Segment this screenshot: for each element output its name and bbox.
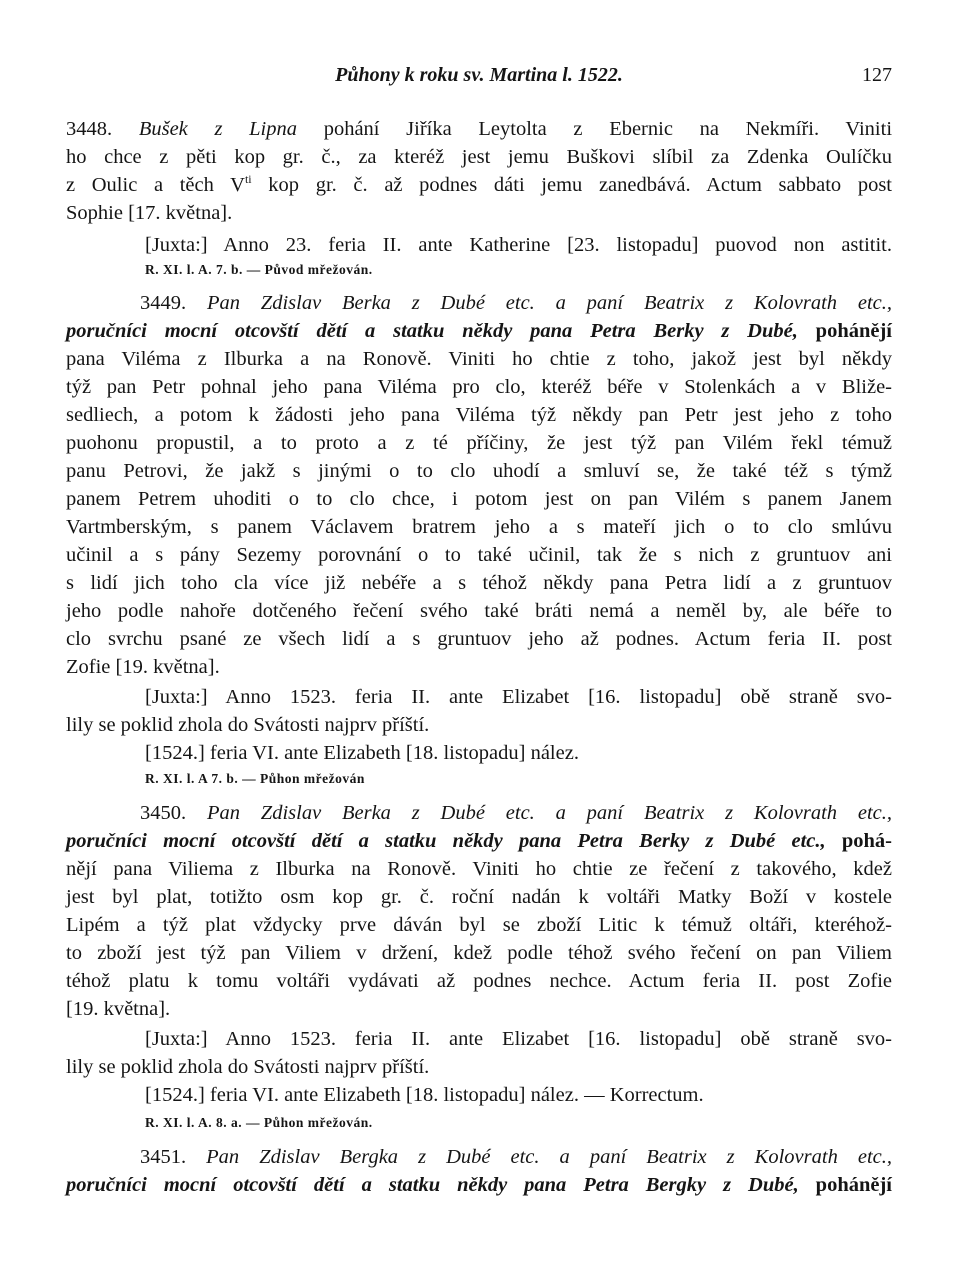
entry-3450-line-4: jest byl plat, totižto osm kop gr. č. roční nadán k voltáři Matky Boží v kostele — [66, 886, 892, 908]
entry-3448-reference: R. XI. l. A. 7. b. — Původ mřežován. — [145, 262, 373, 277]
entry-3449-note-2: lily se poklid zhola do Svátosti najprv příští. — [66, 714, 430, 736]
entry-3450-note-1: [Juxta:] Anno 1523. feria II. ante Elizabet [16. listopadu] obě straně svo- — [145, 1028, 892, 1050]
entry-3449-line-11: s lidí jich toho cla více již nebéře a s téhož někdy pana Petra lidí a z gruntuov — [66, 572, 892, 594]
entry-3450-line-8: [19. května]. — [66, 998, 171, 1020]
entry-3449-reference: R. XI. l. A 7. b. — Půhon mřežován — [145, 771, 365, 786]
entry-number: 3451. — [140, 1146, 187, 1168]
entry-3449-line-8: panem Petrem uhoditi o to clo chce, i potom jest on pan Vilém s panem Janem — [66, 488, 892, 510]
running-title: Půhony k roku sv. Martina l. 1522. — [335, 64, 623, 86]
entry-3449-line-1 — [140, 290, 892, 316]
entry-3448-line-4: Sophie [17. května]. — [66, 202, 233, 224]
entry-text: kop gr. č. až podnes dáti jemu zanedbává. Actum sabbato post — [268, 174, 892, 196]
entry-number: 3449. — [140, 292, 187, 314]
entry-3449-line-3: pana Viléma z Ilburka a na Ronově. Viniti ho chtie z toho, jakož jest byl někdy — [66, 348, 892, 370]
entry-number: 3450. — [140, 802, 187, 824]
entry-3448-line-2: ho chce z pěti kop gr. č., za kteréž jest jemu Buškovi slíbil za Zdenka Oulíčku — [66, 146, 892, 168]
entry-3451-line-2 — [66, 1172, 892, 1198]
entry-3449-note-1: [Juxta:] Anno 1523. feria II. ante Elizabet [16. listopadu] obě straně svo- — [145, 686, 892, 708]
entry-3450-line-2 — [66, 828, 892, 854]
entry-text: pohání Jiříka Leytolta z Ebernic na Nekmíři. Viniti — [323, 118, 893, 140]
entry-3450-reference: R. XI. l. A. 8. a. — Půhon mřežován. — [145, 1115, 373, 1130]
entry-3450-note-3: [1524.] feria VI. ante Elizabeth [18. listopadu] nález. — Korrectum. — [145, 1084, 704, 1106]
party-name: poručníci mocní otcovští dětí a statku někdy pana Petra Berky z Dubé etc., — [66, 830, 826, 852]
verb: pohánějí — [815, 1174, 892, 1196]
entry-3448-note: [Juxta:] Anno 23. feria II. ante Katherine [23. listopadu] puovod non astitit. — [145, 234, 892, 256]
party-name: Pan Zdislav Berka z Dubé etc. a paní Beatrix z Kolovrath etc., — [206, 802, 892, 824]
verb: pohánějí — [815, 320, 892, 342]
party-name: Bušek z Lipna — [138, 118, 297, 140]
entry-3449-line-12: jeho podle nahoře dotčeného řečení svého také bráti nemá a neměl by, ale béře to — [66, 600, 892, 622]
entry-3449-line-4: týž pan Petr pohnal jeho pana Viléma pro clo, kteréž béře v Stolenkách a v Bliže- — [66, 376, 892, 398]
party-name: poručníci mocní otcovští dětí a statku někdy pana Petra Bergky z Dubé, — [66, 1174, 799, 1196]
party-name: poručníci mocní otcovští dětí a statku někdy pana Petra Berky z Dubé, — [66, 320, 798, 342]
running-header — [66, 64, 892, 94]
entry-text: z Oulic a těch V — [66, 174, 245, 196]
entry-3449-line-13: clo svrchu psané ze všech lidí a s gruntuov jeho až podnes. Actum feria II. post — [66, 628, 892, 650]
entry-3450-line-3: nějí pana Viliema z Ilburka na Ronově. Viniti ho chtie ze řečení z takového, kdež — [66, 858, 892, 880]
entry-3450-line-1 — [140, 800, 892, 826]
superscript: ti — [244, 172, 252, 187]
entry-3449-line-9: Vartmberským, s panem Václavem bratrem jeho a s mateří jich o to clo smlúvu — [66, 516, 892, 538]
verb: pohá- — [841, 830, 892, 852]
entry-3449-line-10: učinil a s pány Sezemy porovnání o to také učinil, tak že s nich z gruntuov ani — [66, 544, 892, 566]
entry-3449-line-7: panu Petrovi, že jakž s jinými o to clo uhodí a smluví se, že také též s týmž — [66, 460, 892, 482]
entry-3448-line-1 — [66, 116, 892, 142]
entry-3450-line-6: to zboží jest týž pan Viliem v držení, kdež podle téhož svého řečení on pan Viliem — [66, 942, 892, 964]
party-name: Pan Zdislav Bergka z Dubé etc. a paní Beatrix z Kolovrath etc., — [206, 1146, 892, 1168]
entry-3449-line-5: sedliech, a potom k žádosti jeho pana Viléma týž někdy pan Petr jest jeho z toho — [66, 404, 892, 426]
entry-3449-line-6: puohonu propustil, a to proto a z té příčiny, že jest týž pan Vilém řekl témuž — [66, 432, 892, 454]
entry-3449-note-3: [1524.] feria VI. ante Elizabeth [18. listopadu] nález. — [145, 742, 579, 764]
entry-3450-line-5: Lipém a týž plat vždycky prve dáván byl se zboží Litic k témuž oltáři, kteréhož- — [66, 914, 892, 936]
party-name: Pan Zdislav Berka z Dubé etc. a paní Beatrix z Kolovrath etc., — [206, 292, 892, 314]
entry-3449-line-14: Zofie [19. května]. — [66, 656, 220, 678]
entry-3449-line-2 — [66, 318, 892, 344]
entry-3450-note-2: lily se poklid zhola do Svátosti najprv příští. — [66, 1056, 430, 1078]
entry-3450-line-7: téhož platu k tomu voltáři vydávati až podnes nechce. Actum feria II. post Zofie — [66, 970, 892, 992]
page-number: 127 — [862, 64, 892, 86]
entry-3448-line-3 — [66, 172, 892, 198]
entry-number: 3448. — [66, 118, 113, 140]
entry-3451-line-1 — [140, 1144, 892, 1170]
